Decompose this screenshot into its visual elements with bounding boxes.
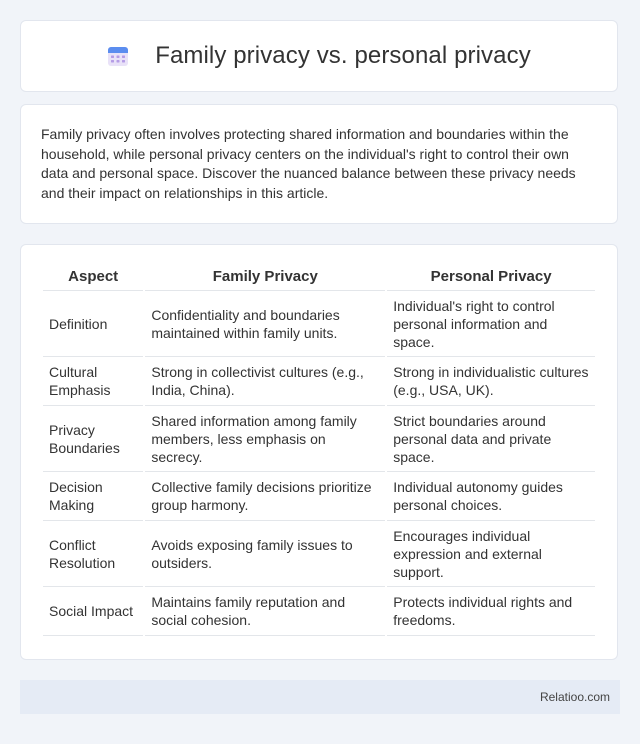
- aspect-cell: Decision Making: [43, 472, 143, 521]
- footer-brand[interactable]: Relatioo.com: [539, 690, 610, 704]
- table-row: [43, 587, 595, 636]
- family-cell: Avoids exposing family issues to outsiders.: [145, 521, 385, 587]
- family-cell: Confidentiality and boundaries maintained within family units.: [145, 291, 385, 357]
- aspect-cell: Cultural Emphasis: [43, 357, 143, 406]
- aspect-cell: Definition: [43, 291, 143, 357]
- title-card: [20, 20, 618, 92]
- table-row: [43, 406, 595, 472]
- family-cell: Maintains family reputation and social cohesion.: [145, 587, 385, 636]
- family-cell: Collective family decisions prioritize group harmony.: [145, 472, 385, 521]
- personal-cell: Protects individual rights and freedoms.: [387, 587, 595, 636]
- intro-card: [20, 104, 618, 224]
- header-personal-privacy: Personal Privacy: [387, 262, 595, 291]
- aspect-cell: Social Impact: [43, 587, 143, 636]
- table-row: [43, 291, 595, 357]
- personal-cell: Individual autonomy guides personal choices.: [387, 472, 595, 521]
- intro-paragraph: Family privacy often involves protecting shared information and boundaries within the household, while personal privacy centers on the individual's right to control their own data and personal space. Discover the nuanced balance between these privacy needs and their impact on relationships in this article.: [41, 126, 576, 201]
- family-cell: Strong in collectivist cultures (e.g., India, China).: [145, 357, 385, 406]
- family-cell: Shared information among family members, less emphasis on secrecy.: [145, 406, 385, 472]
- personal-cell: Encourages individual expression and external support.: [387, 521, 595, 587]
- table-row: [43, 521, 595, 587]
- aspect-cell: Conflict Resolution: [43, 521, 143, 587]
- footer: [20, 680, 620, 714]
- comparison-card: [20, 244, 618, 660]
- personal-cell: Individual's right to control personal information and space.: [387, 291, 595, 357]
- aspect-cell: Privacy Boundaries: [43, 406, 143, 472]
- table-row: [43, 472, 595, 521]
- comparison-table: [41, 262, 597, 636]
- table-header-row: [43, 262, 595, 291]
- personal-cell: Strong in individualistic cultures (e.g., USA, UK).: [387, 357, 595, 406]
- calendar-icon: [107, 45, 129, 67]
- page-title: Family privacy vs. personal privacy: [155, 42, 531, 69]
- table-row: [43, 357, 595, 406]
- header-aspect: Aspect: [43, 262, 143, 291]
- personal-cell: Strict boundaries around personal data and private space.: [387, 406, 595, 472]
- header-family-privacy: Family Privacy: [145, 262, 385, 291]
